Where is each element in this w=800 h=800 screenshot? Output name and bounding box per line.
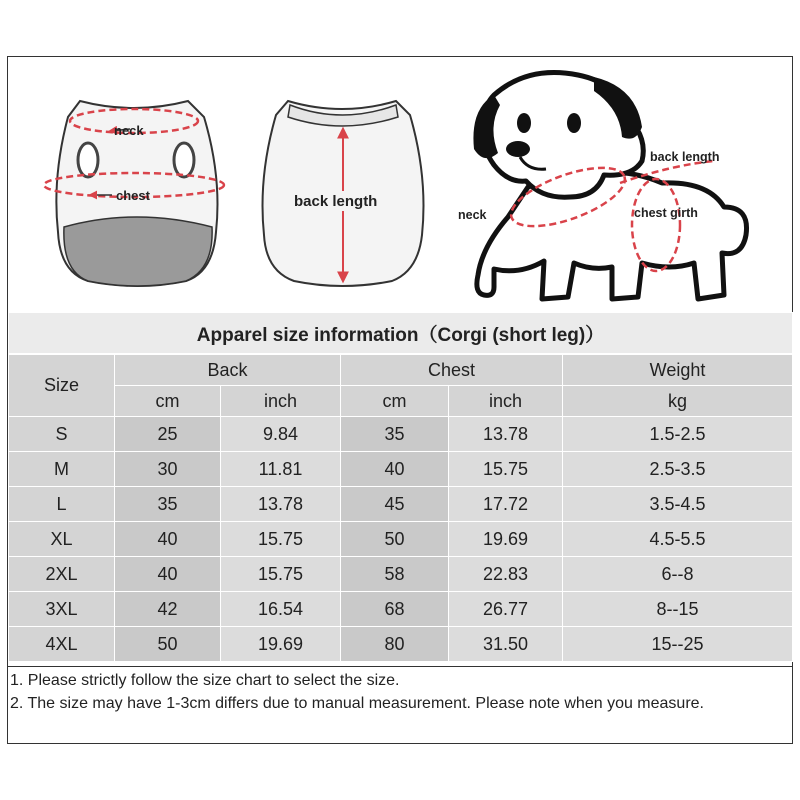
chest-group-header: Chest	[341, 354, 563, 386]
size-cell: XL	[9, 522, 115, 557]
weight-group-header: Weight	[563, 354, 793, 386]
back-cm-cell: 42	[115, 592, 221, 627]
size-cell: 4XL	[9, 627, 115, 662]
back-cm-cell: 35	[115, 487, 221, 522]
measurement-illustration	[8, 57, 792, 311]
table-row	[9, 417, 793, 452]
front-garment-belly	[64, 217, 212, 286]
chest-inch-cell: 17.72	[449, 487, 563, 522]
size-column-header: Size	[9, 354, 115, 417]
chest-inch-cell: 31.50	[449, 627, 563, 662]
back-group-header: Back	[115, 354, 341, 386]
table-row	[9, 592, 793, 627]
dog-neck-label: neck	[458, 208, 487, 222]
chest-cm-cell: 80	[341, 627, 449, 662]
back-cm-unit: cm	[115, 386, 221, 417]
dog-left-eye	[517, 113, 531, 133]
back-inch-cell: 16.54	[221, 592, 341, 627]
dog-right-eye	[567, 113, 581, 133]
dog-chest-girth-label: chest girth	[634, 206, 698, 220]
back-cm-cell: 40	[115, 522, 221, 557]
size-cell: 2XL	[9, 557, 115, 592]
chest-cm-cell: 45	[341, 487, 449, 522]
back-inch-unit: inch	[221, 386, 341, 417]
right-leg-hole	[174, 143, 194, 177]
weight-cell: 1.5-2.5	[563, 417, 793, 452]
table-row	[9, 522, 793, 557]
note-2: 2. The size may have 1-3cm differs due to manual measurement. Please note when you measure.	[10, 695, 704, 712]
note-1: 1. Please strictly follow the size chart to select the size.	[10, 672, 400, 689]
back-cm-cell: 25	[115, 417, 221, 452]
weight-cell: 4.5-5.5	[563, 522, 793, 557]
table-header-row	[9, 354, 793, 386]
table-row	[9, 557, 793, 592]
size-cell: L	[9, 487, 115, 522]
chest-inch-cell: 13.78	[449, 417, 563, 452]
front-garment-figure	[44, 101, 224, 286]
dog-nose	[506, 141, 530, 157]
chest-cm-cell: 68	[341, 592, 449, 627]
table-row	[9, 487, 793, 522]
chest-inch-cell: 26.77	[449, 592, 563, 627]
back-inch-cell: 15.75	[221, 522, 341, 557]
back-inch-cell: 9.84	[221, 417, 341, 452]
front-chest-label: chest	[116, 188, 150, 203]
back-cm-cell: 30	[115, 452, 221, 487]
size-cell: M	[9, 452, 115, 487]
dog-body	[477, 172, 747, 299]
weight-cell: 3.5-4.5	[563, 487, 793, 522]
weight-cell: 2.5-3.5	[563, 452, 793, 487]
table-unit-row	[9, 386, 793, 417]
size-table	[8, 312, 793, 662]
back-cm-cell: 50	[115, 627, 221, 662]
back-inch-cell: 15.75	[221, 557, 341, 592]
dog-figure	[458, 73, 747, 300]
chest-inch-cell: 22.83	[449, 557, 563, 592]
chest-inch-unit: inch	[449, 386, 563, 417]
weight-cell: 15--25	[563, 627, 793, 662]
weight-cell: 6--8	[563, 557, 793, 592]
weight-kg-unit: kg	[563, 386, 793, 417]
chest-inch-cell: 15.75	[449, 452, 563, 487]
table-row	[9, 627, 793, 662]
weight-cell: 8--15	[563, 592, 793, 627]
left-leg-hole	[78, 143, 98, 177]
chest-cm-cell: 40	[341, 452, 449, 487]
back-inch-cell: 19.69	[221, 627, 341, 662]
back-inch-cell: 11.81	[221, 452, 341, 487]
notes-section	[8, 666, 792, 742]
chest-cm-cell: 58	[341, 557, 449, 592]
back-garment-figure	[263, 101, 424, 286]
front-neck-label: neck	[114, 123, 144, 138]
size-cell: 3XL	[9, 592, 115, 627]
dog-back-length-label: back length	[650, 150, 720, 164]
table-body	[9, 417, 793, 662]
table-title: Apparel size information（Corgi (short leg)）	[9, 313, 793, 355]
size-cell: S	[9, 417, 115, 452]
back-cm-cell: 40	[115, 557, 221, 592]
chest-cm-unit: cm	[341, 386, 449, 417]
back-length-label: back length	[294, 193, 378, 210]
table-row	[9, 452, 793, 487]
back-inch-cell: 13.78	[221, 487, 341, 522]
table-title-row	[9, 313, 793, 355]
chest-cm-cell: 35	[341, 417, 449, 452]
chest-cm-cell: 50	[341, 522, 449, 557]
chest-inch-cell: 19.69	[449, 522, 563, 557]
